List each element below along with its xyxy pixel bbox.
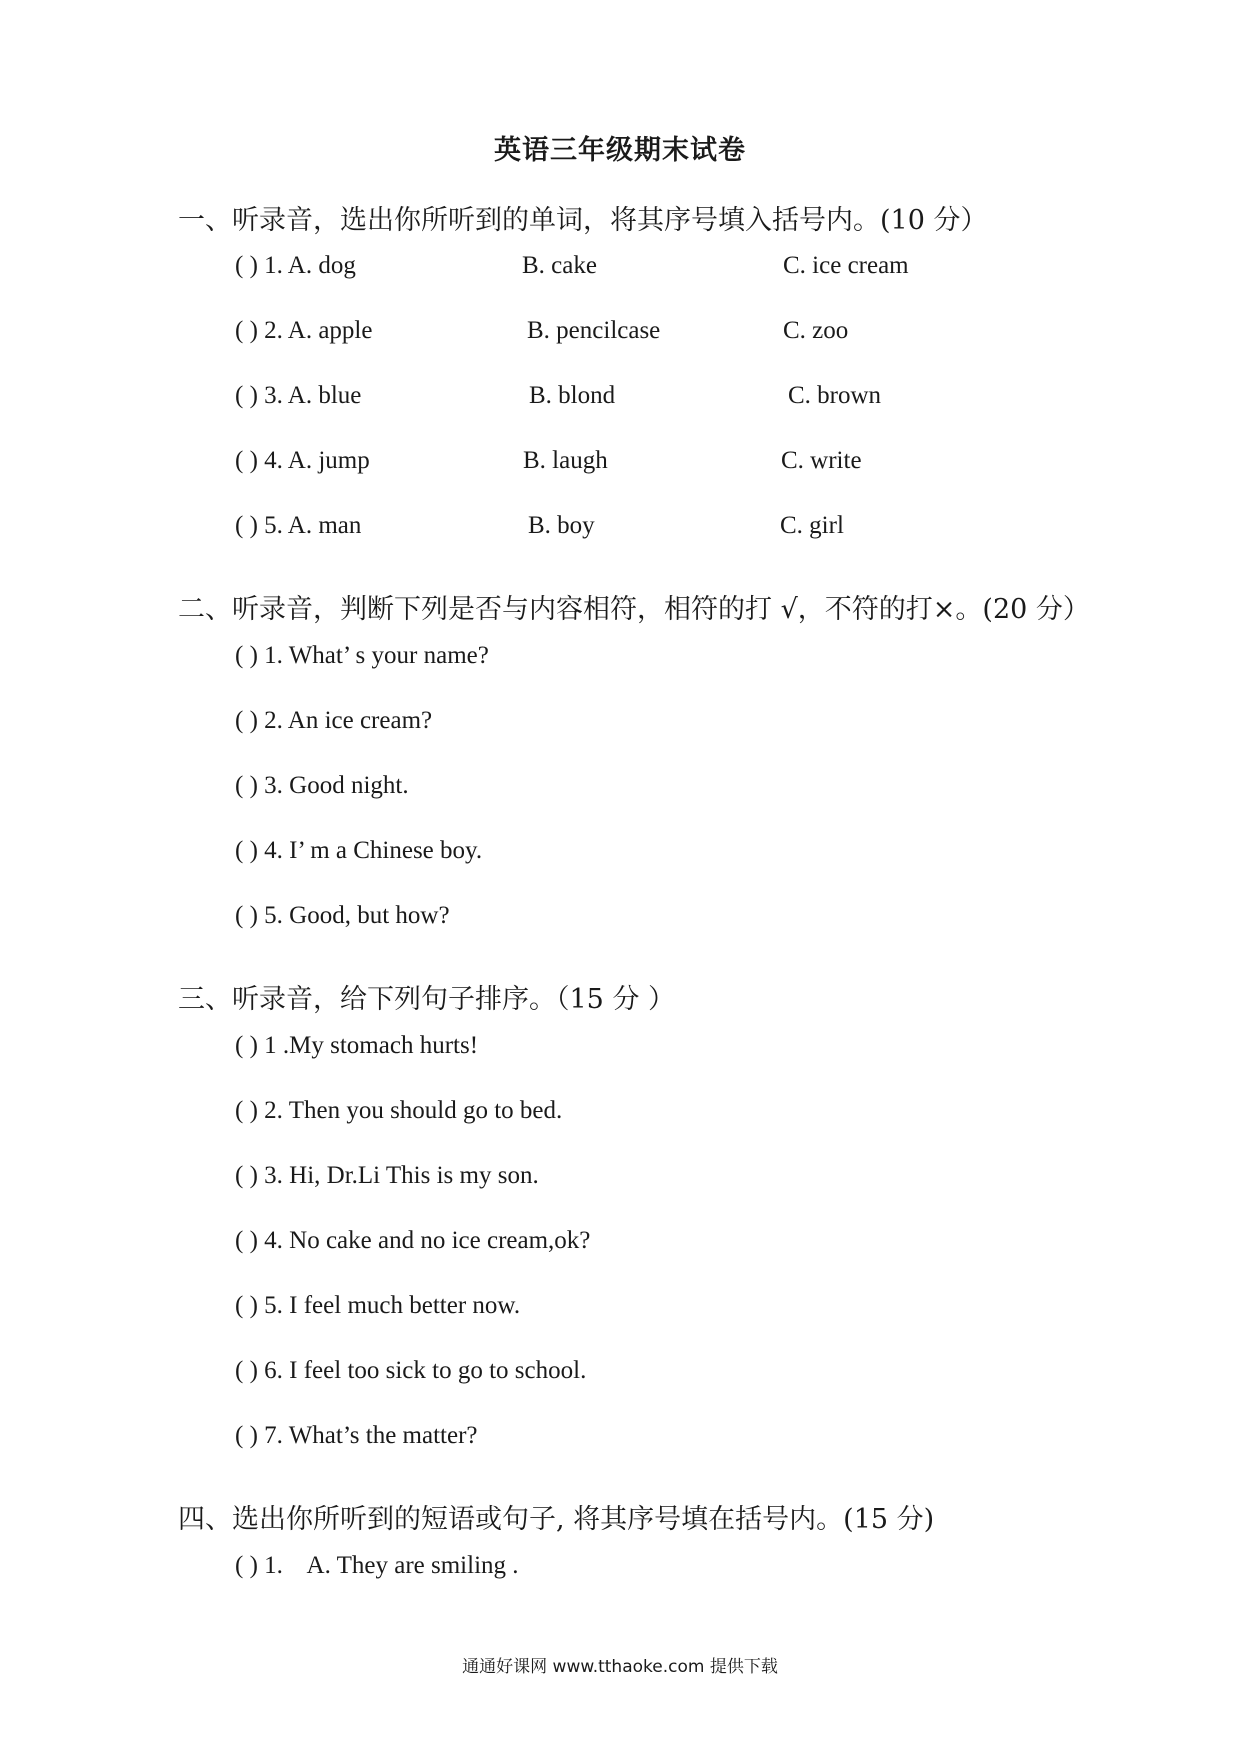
s1-item5-b: B. boy (528, 512, 595, 539)
s2-item5: ( ) 5. Good, but how? (235, 902, 450, 929)
s1-item3-c: C. brown (788, 382, 882, 409)
s1-item2-a: ( ) 2. A. apple (235, 317, 373, 344)
s4-item1: ( ) 1. A. They are smiling . (235, 1552, 519, 1579)
s1-item4-c: C. write (781, 447, 862, 474)
section3-heading: 三、听录音，给下列句子排序。（15 分 ） (178, 984, 676, 1015)
s1-item1-a: ( ) 1. A. dog (235, 252, 356, 279)
section1-heading: 一、听录音，选出你所听到的单词，将其序号填入括号内。(10 分） (178, 205, 988, 236)
s3-item2: ( ) 2. Then you should go to bed. (235, 1097, 563, 1124)
section4-heading: 四、选出你所听到的短语或句子, 将其序号填在括号内。(15 分) (178, 1504, 935, 1535)
s1-item1-c: C. ice cream (783, 252, 909, 279)
s3-item4: ( ) 4. No cake and no ice cream,ok? (235, 1227, 591, 1254)
s1-item2-b: B. pencilcase (527, 317, 661, 344)
s1-item4-b: B. laugh (523, 447, 608, 474)
s2-item2: ( ) 2. An ice cream? (235, 707, 433, 734)
s3-item5: ( ) 5. I feel much better now. (235, 1292, 521, 1319)
s2-item4: ( ) 4. I’ m a Chinese boy. (235, 837, 483, 864)
s2-item3: ( ) 3. Good night. (235, 772, 409, 799)
s1-item2-c: C. zoo (783, 317, 849, 344)
s3-item1: ( ) 1 .My stomach hurts! (235, 1032, 479, 1059)
s1-item1-b: B. cake (522, 252, 597, 279)
s1-item3-a: ( ) 3. A. blue (235, 382, 362, 409)
s3-item7: ( ) 7. What’s the matter? (235, 1422, 478, 1449)
section2-heading: 二、听录音，判断下列是否与内容相符，相符的打 √，不符的打×。(20 分） (178, 594, 1090, 625)
s1-item5-a: ( ) 5. A. man (235, 512, 362, 539)
page-footer: 通通好课网 www.tthaoke.com 提供下载 (462, 1657, 778, 1677)
s2-item1: ( ) 1. What’ s your name? (235, 642, 489, 669)
s1-item4-a: ( ) 4. A. jump (235, 447, 370, 474)
s1-item5-c: C. girl (780, 512, 844, 539)
s3-item6: ( ) 6. I feel too sick to go to school. (235, 1357, 587, 1384)
s1-item3-b: B. blond (529, 382, 616, 409)
s3-item3: ( ) 3. Hi, Dr.Li This is my son. (235, 1162, 539, 1189)
page-title: 英语三年级期末试卷 (494, 135, 746, 166)
